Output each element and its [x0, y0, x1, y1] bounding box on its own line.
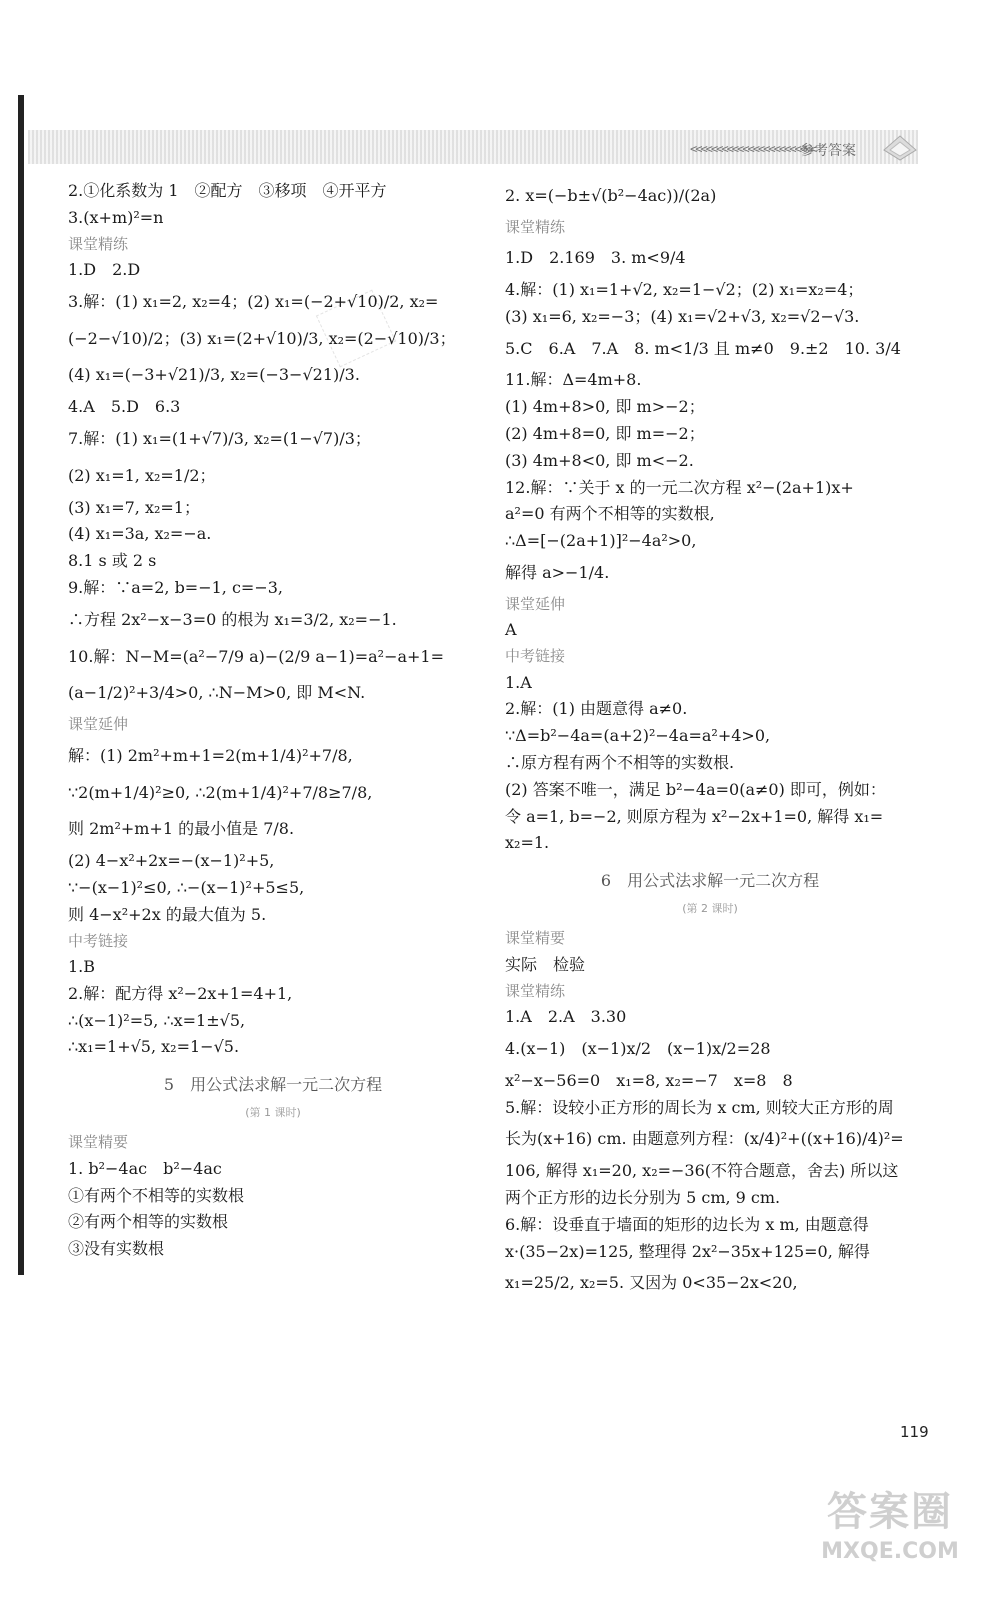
- lesson-title: 6 用公式法求解一元二次方程: [600, 871, 820, 891]
- answer-line: ①有两个不相等的实数根: [68, 1185, 245, 1205]
- answer-line: 2.解：配方得 x²−2x+1=4+1,: [68, 983, 293, 1003]
- answer-line: ∴方程 2x²−x−3=0 的根为 x₁=3/2, x₂=−1.: [68, 609, 397, 629]
- answer-line: 2.①化系数为 1 ②配方 ③移项 ④开平方: [68, 181, 387, 200]
- answer-line: x₁=25/2, x₂=5. 又因为 0<35−2x<20,: [505, 1273, 798, 1293]
- answer-line: ∴(x−1)²=5, ∴x=1±√5,: [68, 1010, 246, 1030]
- answer-line: ∵Δ=b²−4a=(a+2)²−4a=a²+4>0,: [505, 726, 771, 746]
- answer-line: 1. b²−4ac b²−4ac: [68, 1158, 222, 1178]
- answer-line: 1.B: [68, 957, 96, 977]
- section-heading: 课堂延伸: [68, 715, 129, 734]
- answer-line: 解得 a>−1/4.: [505, 563, 610, 583]
- answer-line: (4) x₁=(−3+√21)/3, x₂=(−3−√21)/3.: [68, 365, 360, 385]
- section-heading: 中考链接: [68, 931, 129, 950]
- section-heading: 课堂精要: [68, 1133, 129, 1152]
- answer-line: (2) x₁=1, x₂=1/2；: [68, 465, 216, 485]
- answer-line: (3) x₁=7, x₂=1；: [68, 497, 200, 517]
- answer-line: x·(35−2x)=125, 整理得 2x²−35x+125=0, 解得: [505, 1241, 870, 1261]
- answer-line: 则 2m²+m+1 的最小值是 7/8.: [68, 819, 295, 839]
- section-heading: 课堂精练: [505, 217, 566, 236]
- book-spine: [18, 95, 24, 1275]
- answer-line: 3.解：(1) x₁=2, x₂=4；(2) x₁=(−2+√10)/2, x₂=: [68, 291, 439, 311]
- header-title: 参考答案: [800, 143, 856, 159]
- lesson-subtitle: (第 2 课时): [682, 902, 738, 916]
- answer-line: x₂=1.: [505, 833, 550, 853]
- answer-line: 两个正方形的边长分别为 5 cm, 9 cm.: [505, 1187, 781, 1207]
- answer-line: (3) 4m+8<0, 即 m<−2.: [505, 450, 694, 470]
- answer-line: 11.解：Δ=4m+8.: [505, 370, 642, 390]
- section-heading: 中考链接: [505, 647, 566, 666]
- answer-line: ∴Δ=[−(2a+1)]²−4a²>0,: [505, 531, 697, 551]
- answer-line: (−2−√10)/2；(3) x₁=(2+√10)/3, x₂=(2−√10)/3；: [68, 328, 456, 348]
- answer-line: ∵2(m+1/4)²≥0, ∴2(m+1/4)²+7/8≥7/8,: [68, 782, 373, 802]
- answer-line: 实际 检验: [505, 954, 586, 974]
- answer-line: 9.解：∵a=2, b=−1, c=−3,: [68, 578, 284, 598]
- answer-line: (2) 答案不唯一，满足 b²−4a=0(a≠0) 即可，例如：: [505, 779, 886, 799]
- answer-line: 5.C 6.A 7.A 8. m<1/3 且 m≠0 9.±2 10. 3/4: [505, 338, 901, 358]
- answer-line: x²−x−56=0 x₁=8, x₂=−7 x=8 8: [505, 1070, 793, 1090]
- page-number: 119: [900, 1423, 929, 1441]
- answer-line: 令 a=1, b=−2, 则原方程为 x²−2x+1=0, 解得 x₁=: [505, 806, 884, 826]
- answer-line: 106, 解得 x₁=20, x₂=−36(不符合题意，舍去) 所以这: [505, 1161, 899, 1181]
- answer-line: (4) x₁=3a, x₂=−a.: [68, 524, 212, 544]
- answer-line: (1) 4m+8>0, 即 m>−2；: [505, 397, 705, 417]
- answer-line: (2) 4−x²+2x=−(x−1)²+5,: [68, 851, 275, 871]
- answer-line: ∵−(x−1)²≤0, ∴−(x−1)²+5≤5,: [68, 877, 305, 897]
- answer-line: A: [505, 620, 517, 640]
- watermark-url: MXQE.COM: [821, 1539, 959, 1564]
- answer-line: 6.解：设垂直于墙面的矩形的边长为 x m, 由题意得: [505, 1214, 869, 1234]
- answer-line: 1.A: [505, 672, 532, 692]
- answer-line: 1.D 2.169 3. m<9/4: [505, 248, 686, 268]
- answer-line: (3) x₁=6, x₂=−3；(4) x₁=√2+√3, x₂=√2−√3.: [505, 306, 860, 326]
- answer-line: 7.解：(1) x₁=(1+√7)/3, x₂=(1−√7)/3；: [68, 429, 371, 449]
- section-heading: 课堂精要: [505, 929, 566, 948]
- watermark-main: 答案圈: [827, 1489, 953, 1535]
- answer-line: ③没有实数根: [68, 1239, 165, 1259]
- answer-line: 10.解：N−M=(a²−7/9 a)−(2/9 a−1)=a²−a+1=: [68, 646, 445, 666]
- answer-line: 3.(x+m)²=n: [68, 207, 164, 227]
- left-column: [68, 178, 478, 1263]
- answer-line: 4.A 5.D 6.3: [68, 397, 181, 417]
- answer-line: 4.解：(1) x₁=1+√2, x₂=1−√2；(2) x₁=x₂=4；: [505, 280, 864, 300]
- header-decoration-icon: [880, 130, 920, 164]
- answer-line: ∴原方程有两个不相等的实数根.: [505, 753, 735, 773]
- answer-line: a²=0 有两个不相等的实数根,: [505, 504, 715, 524]
- section-heading: 课堂精练: [505, 981, 566, 1000]
- answer-line: 则 4−x²+2x 的最大值为 5.: [68, 904, 267, 924]
- answer-line: 解：(1) 2m²+m+1=2(m+1/4)²+7/8,: [68, 745, 353, 765]
- section-heading: 课堂延伸: [505, 594, 566, 613]
- answer-line: 1.D 2.D: [68, 260, 141, 280]
- section-heading: 课堂精练: [68, 234, 129, 253]
- answer-line: 5.解：设较小正方形的周长为 x cm, 则较大正方形的周: [505, 1097, 894, 1117]
- answer-line: 1.A 2.A 3.30: [505, 1007, 627, 1027]
- answer-line: 4.(x−1) (x−1)x/2 (x−1)x/2=28: [505, 1038, 771, 1058]
- watermark: [800, 1480, 980, 1590]
- lesson-subtitle: (第 1 课时): [245, 1106, 301, 1120]
- answer-line: 8.1 s 或 2 s: [68, 551, 157, 571]
- lesson-title: 5 用公式法求解一元二次方程: [163, 1075, 383, 1095]
- answer-line: ②有两个相等的实数根: [68, 1212, 229, 1232]
- answer-line: 长为(x+16) cm. 由题意列方程：(x/4)²+((x+16)/4)²=: [505, 1129, 904, 1149]
- answer-line: (a−1/2)²+3/4>0, ∴N−M>0, 即 M<N.: [68, 683, 366, 703]
- right-column: [505, 178, 915, 1302]
- answer-line: 2. x=(−b±√(b²−4ac))/(2a): [505, 186, 717, 205]
- answer-line: 12.解：∵关于 x 的一元二次方程 x²−(2a+1)x+: [505, 477, 854, 497]
- answer-line: 2.解：(1) 由题意得 a≠0.: [505, 699, 688, 719]
- header-arrows: <<<<<<<<<<<<<<<<<<<<<<<<: [690, 142, 816, 156]
- answer-line: (2) 4m+8=0, 即 m=−2；: [505, 424, 705, 444]
- answer-line: ∴x₁=1+√5, x₂=1−√5.: [68, 1037, 240, 1057]
